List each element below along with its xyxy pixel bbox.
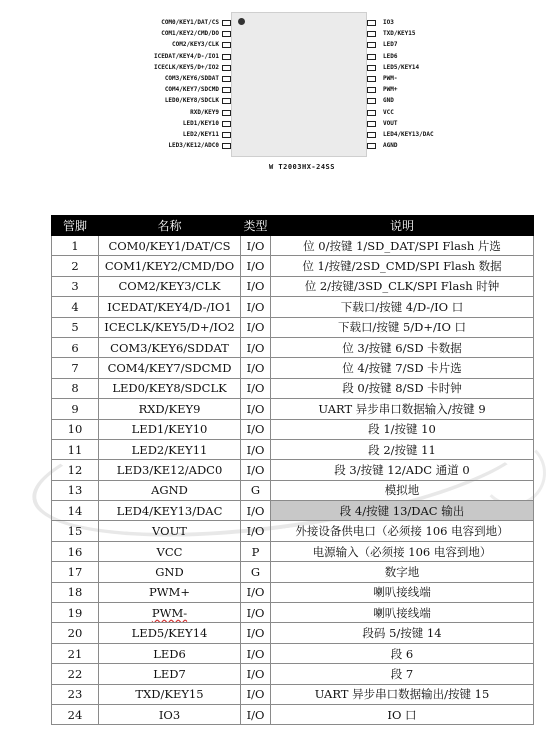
chip-pin-label: PWM- [383, 75, 398, 82]
pin-number-cell: 18 [52, 582, 99, 602]
pin-desc-cell: 段 0/按键 8/SD 卡时钟 [271, 378, 534, 398]
chip-pin-left [222, 98, 231, 104]
chip-pin-right [367, 121, 376, 127]
table-row [52, 541, 534, 561]
pin-number-cell: 14 [52, 501, 99, 521]
chip-pin-label: PWM+ [383, 86, 398, 94]
chip-pin-label: IO3 [383, 19, 394, 26]
header-pin: 管脚 [52, 216, 99, 236]
pin-desc-cell: 段 1/按键 10 [271, 419, 534, 439]
chip-pin-left [222, 65, 231, 71]
pin-name-cell: COM0/KEY1/DAT/CS [99, 236, 241, 256]
pin-type-cell: I/O [241, 256, 271, 276]
pin-type-cell: I/O [241, 501, 271, 521]
chip-pin-label: COM2/KEY3/CLK [172, 41, 219, 49]
chip-pin-left [222, 20, 231, 26]
chip-pin-right [367, 132, 376, 138]
pin-desc-cell: 外接设备供电口（必须接 106 电容到地） [271, 521, 534, 541]
pin-type-cell: I/O [241, 582, 271, 602]
chip-pin-label: VOUT [383, 119, 398, 127]
pin-number-cell: 11 [52, 439, 99, 459]
pin-desc-cell: UART 异步串口数据输入/按键 9 [271, 399, 534, 419]
chip-pin-label: ICECLK/KEY5/D+/IO2 [153, 63, 219, 71]
pin-name-cell: COM1/KEY2/CMD/DO [99, 256, 241, 276]
pin-desc-cell: UART 异步串口数据输出/按键 15 [271, 684, 534, 704]
table-row [52, 419, 534, 439]
chip-pin-label: AGND [383, 142, 398, 150]
chip-pin-right [367, 31, 376, 37]
pin-table [51, 215, 534, 725]
pin-number-cell: 2 [52, 256, 99, 276]
header-desc: 说明 [271, 216, 534, 236]
pin-type-cell: I/O [241, 460, 271, 480]
pin-name-cell: COM3/KEY6/SDDAT [99, 337, 241, 357]
table-row [52, 399, 534, 419]
pin-desc-cell: 段 6 [271, 643, 534, 663]
pin-number-cell: 15 [52, 521, 99, 541]
pin-desc-cell: 位 2/按键/3SD_CLK/SPI Flash 时钟 [271, 276, 534, 296]
pin-number-cell: 3 [52, 276, 99, 296]
chip-pin-left [222, 121, 231, 127]
pin-desc-cell: 模拟地 [271, 480, 534, 500]
pin1-marker [238, 18, 245, 25]
pin-type-cell: I/O [241, 358, 271, 378]
pin-name-cell: ICECLK/KEY5/D+/IO2 [99, 317, 241, 337]
pin-desc-cell: 喇叭接线端 [271, 603, 534, 623]
pin-name-cell: PWM+ [99, 582, 241, 602]
header-type: 类型 [241, 216, 271, 236]
pin-type-cell: I/O [241, 236, 271, 256]
pin-type-cell: I/O [241, 378, 271, 398]
pin-type-cell: I/O [241, 439, 271, 459]
chip-pin-label: COM3/KEY6/SDDAT [164, 75, 219, 82]
pin-desc-cell: 位 1/按键/2SD_CMD/SPI Flash 数据 [271, 256, 534, 276]
chip-pin-label: LED1/KEY10 [182, 119, 219, 127]
pin-name-cell: LED7 [99, 664, 241, 684]
pin-desc-cell: 段 3/按键 12/ADC 通道 0 [271, 460, 534, 480]
table-row [52, 480, 534, 500]
pin-number-cell: 21 [52, 643, 99, 663]
pin-name-cell [99, 603, 241, 623]
table-row [52, 684, 534, 704]
table-row [52, 317, 534, 337]
pin-name-cell: LED3/KE12/ADC0 [99, 460, 241, 480]
chip-pin-left [222, 110, 231, 116]
chip-pin-left [222, 31, 231, 37]
pin-desc-cell: 下载口/按键 4/D-/IO 口 [271, 297, 534, 317]
pin-type-cell: I/O [241, 276, 271, 296]
pin-type-cell: G [241, 480, 271, 500]
pin-name-cell: COM2/KEY3/CLK [99, 276, 241, 296]
pin-type-cell: G [241, 562, 271, 582]
chip-pin-right [367, 54, 376, 60]
table-row [52, 378, 534, 398]
pin-number-cell: 9 [52, 399, 99, 419]
chip-pin-label: LED6 [383, 52, 398, 60]
chip-pin-label: LED5/KEY14 [383, 63, 420, 71]
pin-type-cell: I/O [241, 419, 271, 439]
chip-pin-label: ICEDAT/KEY4/D-/IO1 [153, 52, 219, 60]
chip-pin-label: LED7 [383, 41, 398, 49]
pin-type-cell: I/O [241, 337, 271, 357]
table-row [52, 460, 534, 480]
pin-desc-cell: 段码 5/按键 14 [271, 623, 534, 643]
chip-pin-label: GND [383, 97, 394, 105]
pin-number-cell: 5 [52, 317, 99, 337]
pin-name-text: PWM- [151, 605, 188, 620]
pin-number-cell: 7 [52, 358, 99, 378]
table-row [52, 623, 534, 643]
table-row [52, 643, 534, 663]
chip-pin-label: RXD/KEY9 [190, 108, 219, 116]
pin-number-cell: 20 [52, 623, 99, 643]
pin-desc-cell: 电源输入（必须接 106 电容到地） [271, 541, 534, 561]
pin-type-cell: I/O [241, 664, 271, 684]
chip-pin-label: VCC [383, 108, 394, 116]
pin-name-cell: GND [99, 562, 241, 582]
pin-name-cell: ICEDAT/KEY4/D-/IO1 [99, 297, 241, 317]
pin-name-cell: IO3 [99, 704, 241, 724]
chip-pin-label: LED2/KEY11 [182, 131, 219, 138]
pin-type-cell: I/O [241, 297, 271, 317]
pin-name-cell: COM4/KEY7/SDCMD [99, 358, 241, 378]
table-row [52, 276, 534, 296]
chip-pinout-diagram [0, 0, 560, 200]
pin-type-cell: I/O [241, 704, 271, 724]
pin-desc-cell: 下载口/按键 5/D+/IO 口 [271, 317, 534, 337]
pin-desc-cell: 数字地 [271, 562, 534, 582]
pin-name-cell: LED6 [99, 643, 241, 663]
chip-pin-label: LED4/KEY13/DAC [383, 131, 434, 138]
pin-number-cell: 12 [52, 460, 99, 480]
pin-name-cell: LED0/KEY8/SDCLK [99, 378, 241, 398]
pin-name-cell: TXD/KEY15 [99, 684, 241, 704]
pin-desc-cell: 喇叭接线端 [271, 582, 534, 602]
header-name: 名称 [99, 216, 241, 236]
pin-desc-cell: 段 2/按键 11 [271, 439, 534, 459]
table-row [52, 704, 534, 724]
pin-name-cell: VOUT [99, 521, 241, 541]
chip-pin-left [222, 132, 231, 138]
pin-number-cell: 23 [52, 684, 99, 704]
chip-pin-left [222, 54, 231, 60]
chip-pin-right [367, 87, 376, 93]
pin-type-cell: P [241, 541, 271, 561]
pin-number-cell: 22 [52, 664, 99, 684]
pin-name-cell: RXD/KEY9 [99, 399, 241, 419]
chip-pin-label: LED3/KE12/ADC0 [168, 142, 219, 150]
pin-name-cell: LED2/KEY11 [99, 439, 241, 459]
chip-pin-left [222, 87, 231, 93]
table-row [52, 256, 534, 276]
chip-body [231, 12, 367, 157]
pin-number-cell: 1 [52, 236, 99, 256]
pin-desc-cell: 位 0/按键 1/SD_DAT/SPI Flash 片选 [271, 236, 534, 256]
table-row [52, 501, 534, 521]
pin-type-cell: I/O [241, 317, 271, 337]
pin-type-cell: I/O [241, 643, 271, 663]
chip-pin-left [222, 143, 231, 149]
pin-number-cell: 17 [52, 562, 99, 582]
pin-type-cell: I/O [241, 684, 271, 704]
pin-desc-cell: 位 3/按键 6/SD 卡数据 [271, 337, 534, 357]
pin-number-cell: 16 [52, 541, 99, 561]
table-row [52, 358, 534, 378]
pin-desc-cell: 段 4/按键 13/DAC 输出 [271, 501, 534, 521]
pin-type-cell: I/O [241, 399, 271, 419]
pin-number-cell: 6 [52, 337, 99, 357]
pin-desc-cell: 段 7 [271, 664, 534, 684]
chip-pin-label: TXD/KEY15 [383, 30, 416, 38]
chip-pin-right [367, 20, 376, 26]
pin-name-cell: LED4/KEY13/DAC [99, 501, 241, 521]
chip-pin-right [367, 143, 376, 149]
chip-pin-label: COM1/KEY2/CMD/DO [161, 30, 219, 38]
chip-pin-right [367, 42, 376, 48]
pin-name-cell: AGND [99, 480, 241, 500]
table-row [52, 664, 534, 684]
chip-pin-right [367, 76, 376, 82]
pin-number-cell: 4 [52, 297, 99, 317]
pin-name-cell: VCC [99, 541, 241, 561]
chip-pin-label: LED0/KEY8/SDCLK [164, 97, 219, 105]
pin-number-cell: 8 [52, 378, 99, 398]
pin-desc-cell: IO 口 [271, 704, 534, 724]
chip-pin-right [367, 110, 376, 116]
table-row [52, 439, 534, 459]
pin-number-cell: 10 [52, 419, 99, 439]
chip-pin-left [222, 42, 231, 48]
pin-type-cell: I/O [241, 521, 271, 541]
chip-pin-right [367, 98, 376, 104]
pin-number-cell: 13 [52, 480, 99, 500]
pin-type-cell: I/O [241, 623, 271, 643]
table-row [52, 582, 534, 602]
table-row [52, 562, 534, 582]
table-row [52, 337, 534, 357]
pin-number-cell: 19 [52, 603, 99, 623]
pin-name-cell: LED1/KEY10 [99, 419, 241, 439]
table-header-row [52, 216, 534, 236]
table-row [52, 297, 534, 317]
chip-pin-label: COM0/KEY1/DAT/CS [161, 19, 219, 26]
pin-name-cell: LED5/KEY14 [99, 623, 241, 643]
chip-pin-left [222, 76, 231, 82]
table-row [52, 603, 534, 623]
table-row [52, 236, 534, 256]
chip-pin-right [367, 65, 376, 71]
chip-pin-label: COM4/KEY7/SDCMD [164, 86, 219, 94]
pin-number-cell: 24 [52, 704, 99, 724]
table-row [52, 521, 534, 541]
pin-type-cell: I/O [241, 603, 271, 623]
chip-caption: W T2003HX-24SS [268, 163, 335, 171]
pin-desc-cell: 位 4/按键 7/SD 卡片选 [271, 358, 534, 378]
